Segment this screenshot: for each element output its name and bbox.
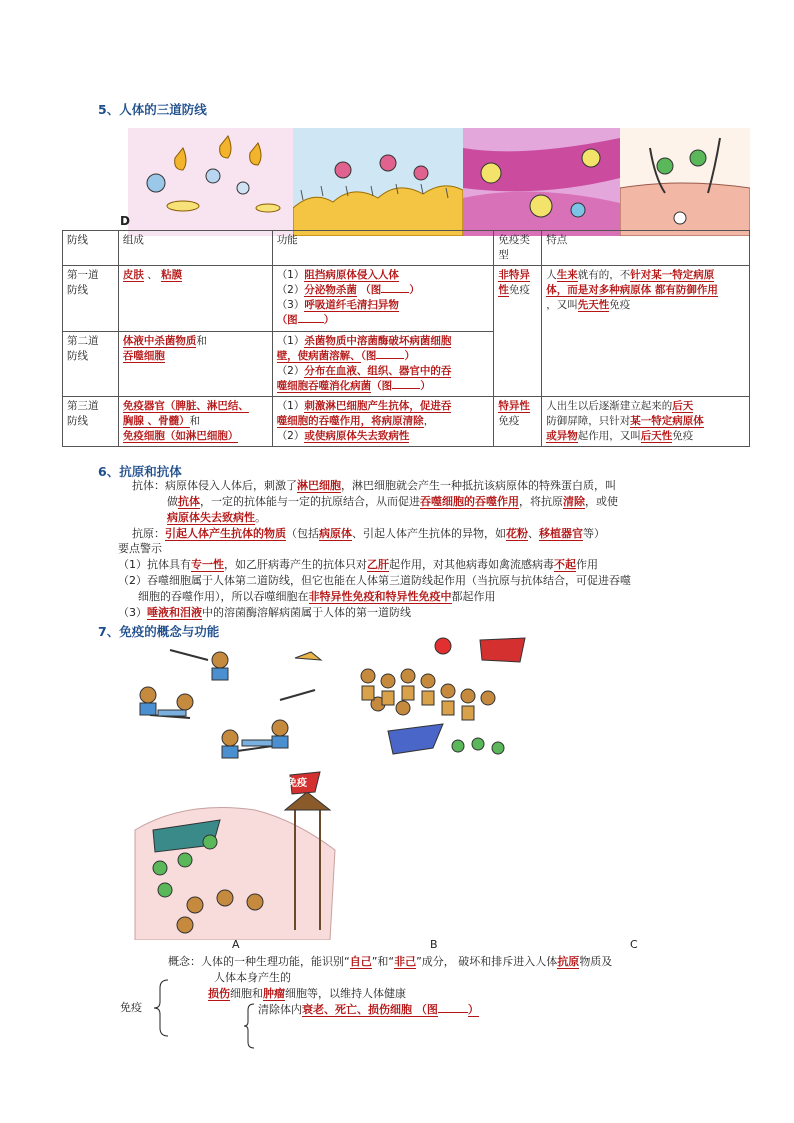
defense-table [62,230,750,447]
row3-functions: （1）刺激淋巴细胞产生抗体，促进吞 噬细胞的吞噬作用，将病原清除， （2）或使病原体失去致病性 [272,397,494,447]
header-function: 功能 [272,231,494,266]
row2-functions: （1）杀菌物质中溶菌酶破坏病菌细胞 壁，使病菌溶解、（图 ） （2）分布在血液、组织、器官中的吞 噬细胞吞噬消化病菌（图 ） [272,332,494,397]
table-header-row [63,231,750,266]
damaged-cells-line: 损伤细胞和肿瘤细胞等，以维持人体健康 [208,987,406,1000]
table-row [63,397,750,447]
label-c: C [630,938,638,951]
banner-text: 免疫 [287,778,307,789]
row1-features: 人生来就有的，不针对某一特定病原 体，而是对多种病原体 都有防御作用 ，又叫先天性免疫 [542,266,750,397]
row1-line: 第一道 防线 [63,266,119,332]
antibody-line-1: 抗体：病原体侵入人体后，刺激了淋巴细胞，淋巴细胞就会产生一种抵抗该病原体的特殊蛋白质，叫 [132,479,616,492]
concept-line: 概念：人体的一种生理功能，能识别“自己”和“非己”成分， 破坏和排斥进入人体抗原物质及 [168,955,613,968]
tip-2a: （2）吞噬细胞属于人体第二道防线，但它也能在人体第三道防线起作用（当抗原与抗体结合，可促进吞噬 [118,574,631,587]
illustration-respiratory-cilia [293,128,463,236]
label-b: B [430,938,438,951]
row2-composition: 体液中杀菌物质和 吞噬细胞 [118,332,272,397]
row3-composition: 免疫器官（脾脏、淋巴结、 胸腺 、骨髓）和 免疫细胞（如淋巴细胞） [118,397,272,447]
section-5-title: 5、人体的三道防线 [98,102,207,117]
clear-cells-line: 清除体内衰老、死亡、损伤细胞 （图 ） [258,1003,479,1016]
row1-composition: 皮肤 、 粘膜 [118,266,272,332]
table-row [63,266,750,332]
row3-type: 特异性 免疫 [494,397,542,447]
tip-2b: 细胞的吞噬作用），所以吞噬细胞在非特异性免疫和特异性免疫中都起作用 [138,590,496,603]
immunity-word: 免疫 [120,1001,142,1014]
illustration-phagocyte [620,128,750,236]
illustration-lysozyme [463,128,620,236]
row3-features: 人出生以后逐渐建立起来的后天 防御屏障，只针对某一特定病原体 或异物起作用，又叫后天性免疫 [542,397,750,447]
section-7-title: 7、免疫的概念与功能 [98,624,220,639]
illustration-skin-barrier [128,128,293,236]
brace-icon [150,974,260,1054]
header-type: 免疫类型 [494,231,542,266]
header-line: 防线 [63,231,119,266]
header-composition: 组成 [118,231,272,266]
table-letter: D [120,214,130,228]
row2-line: 第二道 防线 [63,332,119,397]
illustration-red-banner [470,636,530,666]
row3-line: 第三道 防线 [63,397,119,447]
antibody-line-3: 病原体失去致病性。 [167,511,266,524]
tip-3: （3）唾液和泪液中的溶菌酶溶解病菌属于人体的第一道防线 [118,606,411,619]
header-features: 特点 [542,231,750,266]
tip-1: （1）抗体具有专一性，如乙肝病毒产生的抗体只对乙肝起作用，对其他病毒如禽流感病毒不起作用 [118,558,598,571]
self-produced: 人体本身产生的 [214,971,291,984]
antibody-line-2: 做抗体，一定的抗体能与一定的抗原结合，从而促进吞噬细胞的吞噬作用，将抗原清除，或使 [167,495,618,508]
row1-type: 非特异 性免疫 [494,266,542,397]
row1-functions: （1）阻挡病原体侵入人体 （2）分泌物杀菌 （图 ） （3）呼吸道纤毛清扫异物 （图 ） [272,266,494,332]
section-6-title: 6、抗原和抗体 [98,464,182,479]
tips-title: 要点警示 [118,542,162,555]
label-a: A [232,938,240,951]
illustration-stretcher-soldiers [130,640,340,770]
antigen-line: 抗原：引起人体产生抗体的物质（包括病原体、引起人体产生抗体的异物，如花粉、移植器官等） [132,527,605,540]
illustration-watchtower [125,770,350,940]
